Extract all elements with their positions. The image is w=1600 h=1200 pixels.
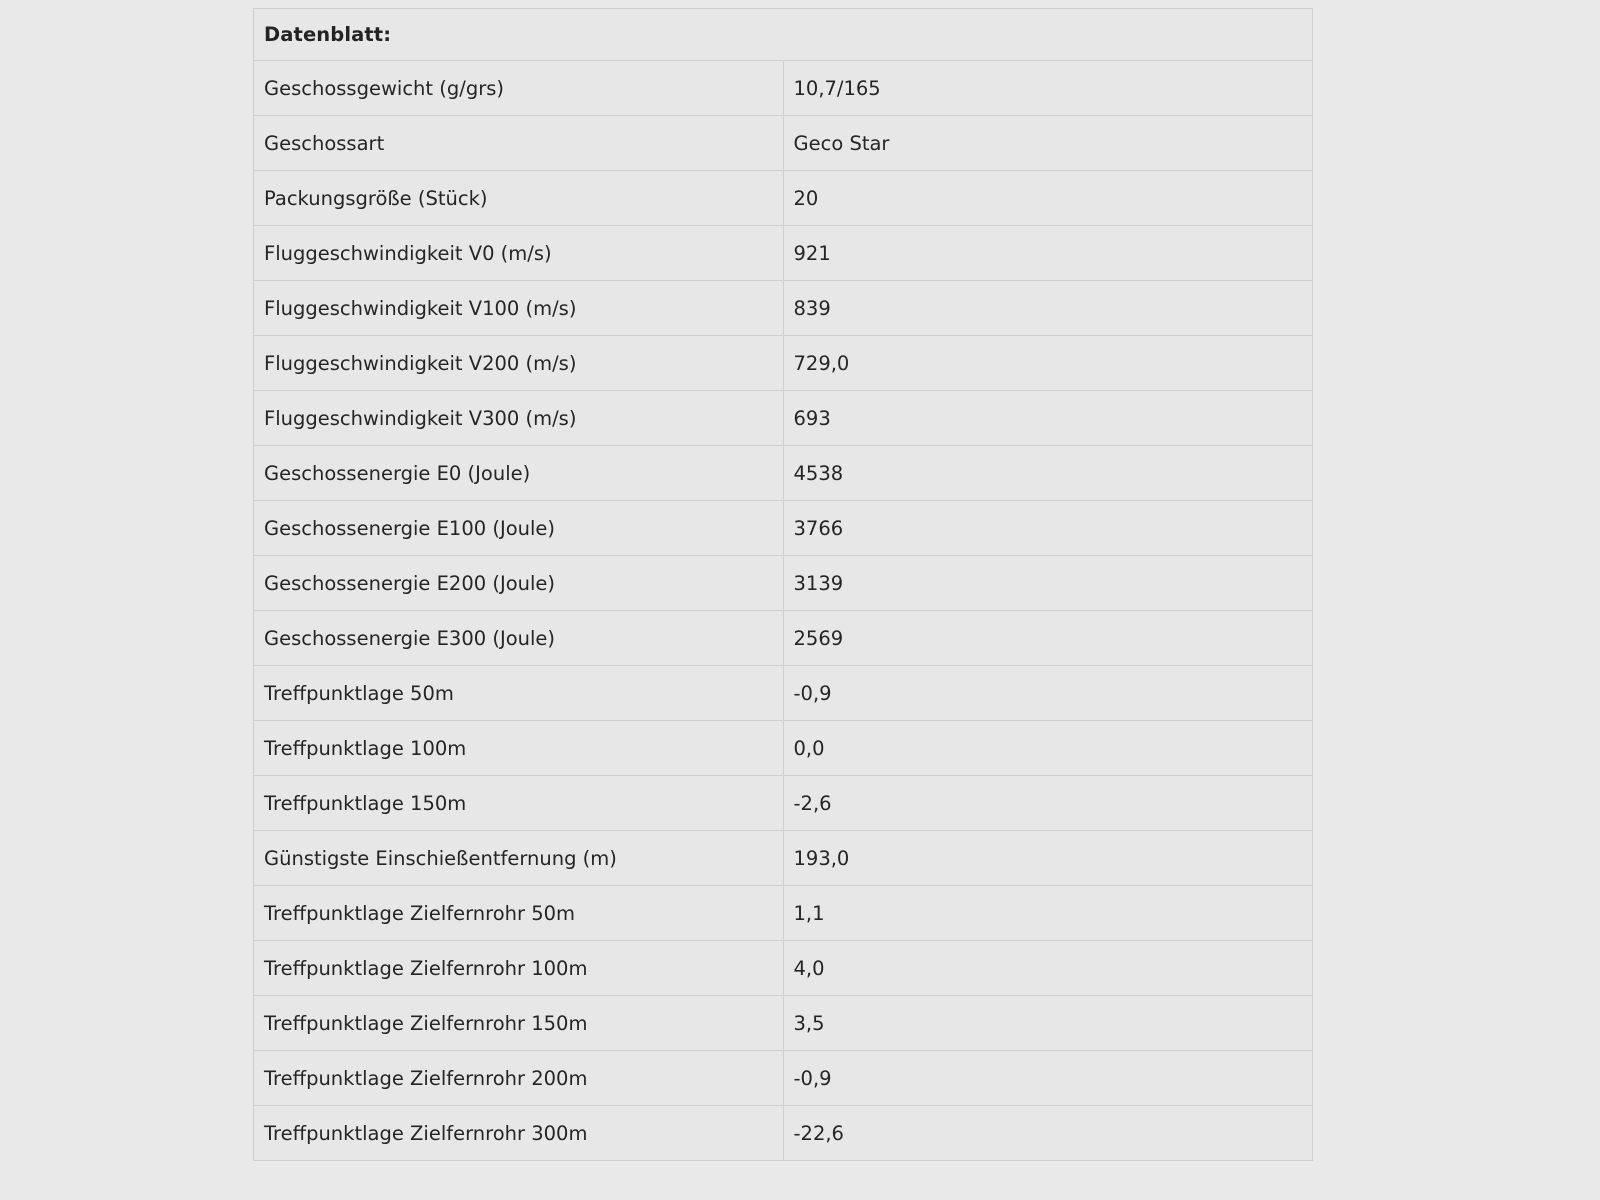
spec-label-cell: Fluggeschwindigkeit V0 (m/s) <box>254 226 784 281</box>
table-row <box>254 61 1313 116</box>
spec-value-cell: 693 <box>783 391 1313 446</box>
table-row <box>254 996 1313 1051</box>
spec-label-cell: Treffpunktlage 150m <box>254 776 784 831</box>
spec-value-cell: -22,6 <box>783 1106 1313 1161</box>
spec-value-cell: 20 <box>783 171 1313 226</box>
table-row <box>254 116 1313 171</box>
spec-label-cell: Treffpunktlage 100m <box>254 721 784 776</box>
spec-value-cell: 0,0 <box>783 721 1313 776</box>
table-row <box>254 831 1313 886</box>
table-row <box>254 886 1313 941</box>
spec-value-cell: 4538 <box>783 446 1313 501</box>
spec-label-cell: Geschossenergie E100 (Joule) <box>254 501 784 556</box>
datasheet-title: Datenblatt: <box>254 9 1313 61</box>
spec-value-cell: 839 <box>783 281 1313 336</box>
spec-label-cell: Fluggeschwindigkeit V100 (m/s) <box>254 281 784 336</box>
datasheet-table <box>253 8 1313 1161</box>
spec-label-cell: Geschossenergie E0 (Joule) <box>254 446 784 501</box>
table-row <box>254 776 1313 831</box>
spec-label-cell: Treffpunktlage Zielfernrohr 200m <box>254 1051 784 1106</box>
spec-value-cell: -0,9 <box>783 666 1313 721</box>
spec-value-cell: 729,0 <box>783 336 1313 391</box>
table-row <box>254 666 1313 721</box>
spec-label-cell: Geschossart <box>254 116 784 171</box>
table-row <box>254 226 1313 281</box>
spec-label-cell: Geschossenergie E300 (Joule) <box>254 611 784 666</box>
spec-value-cell: 4,0 <box>783 941 1313 996</box>
spec-value-cell: 3766 <box>783 501 1313 556</box>
spec-value-cell: 3,5 <box>783 996 1313 1051</box>
spec-label-cell: Geschossgewicht (g/grs) <box>254 61 784 116</box>
spec-value-cell: Geco Star <box>783 116 1313 171</box>
spec-value-cell: -0,9 <box>783 1051 1313 1106</box>
spec-value-cell: -2,6 <box>783 776 1313 831</box>
table-row <box>254 721 1313 776</box>
table-row <box>254 281 1313 336</box>
datasheet-container <box>253 8 1313 1161</box>
datasheet-table-head <box>254 9 1313 61</box>
spec-value-cell: 10,7/165 <box>783 61 1313 116</box>
spec-label-cell: Packungsgröße (Stück) <box>254 171 784 226</box>
spec-label-cell: Treffpunktlage Zielfernrohr 100m <box>254 941 784 996</box>
spec-value-cell: 193,0 <box>783 831 1313 886</box>
datasheet-table-body <box>254 61 1313 1161</box>
spec-value-cell: 2569 <box>783 611 1313 666</box>
spec-value-cell: 3139 <box>783 556 1313 611</box>
spec-label-cell: Geschossenergie E200 (Joule) <box>254 556 784 611</box>
spec-label-cell: Treffpunktlage 50m <box>254 666 784 721</box>
datasheet-title-row <box>254 9 1313 61</box>
table-row <box>254 556 1313 611</box>
table-row <box>254 1051 1313 1106</box>
table-row <box>254 446 1313 501</box>
table-row <box>254 501 1313 556</box>
spec-label-cell: Günstigste Einschießentfernung (m) <box>254 831 784 886</box>
table-row <box>254 391 1313 446</box>
table-row <box>254 171 1313 226</box>
table-row <box>254 1106 1313 1161</box>
spec-value-cell: 1,1 <box>783 886 1313 941</box>
table-row <box>254 611 1313 666</box>
spec-value-cell: 921 <box>783 226 1313 281</box>
spec-label-cell: Fluggeschwindigkeit V200 (m/s) <box>254 336 784 391</box>
spec-label-cell: Treffpunktlage Zielfernrohr 300m <box>254 1106 784 1161</box>
spec-label-cell: Treffpunktlage Zielfernrohr 150m <box>254 996 784 1051</box>
spec-label-cell: Fluggeschwindigkeit V300 (m/s) <box>254 391 784 446</box>
table-row <box>254 336 1313 391</box>
spec-label-cell: Treffpunktlage Zielfernrohr 50m <box>254 886 784 941</box>
table-row <box>254 941 1313 996</box>
